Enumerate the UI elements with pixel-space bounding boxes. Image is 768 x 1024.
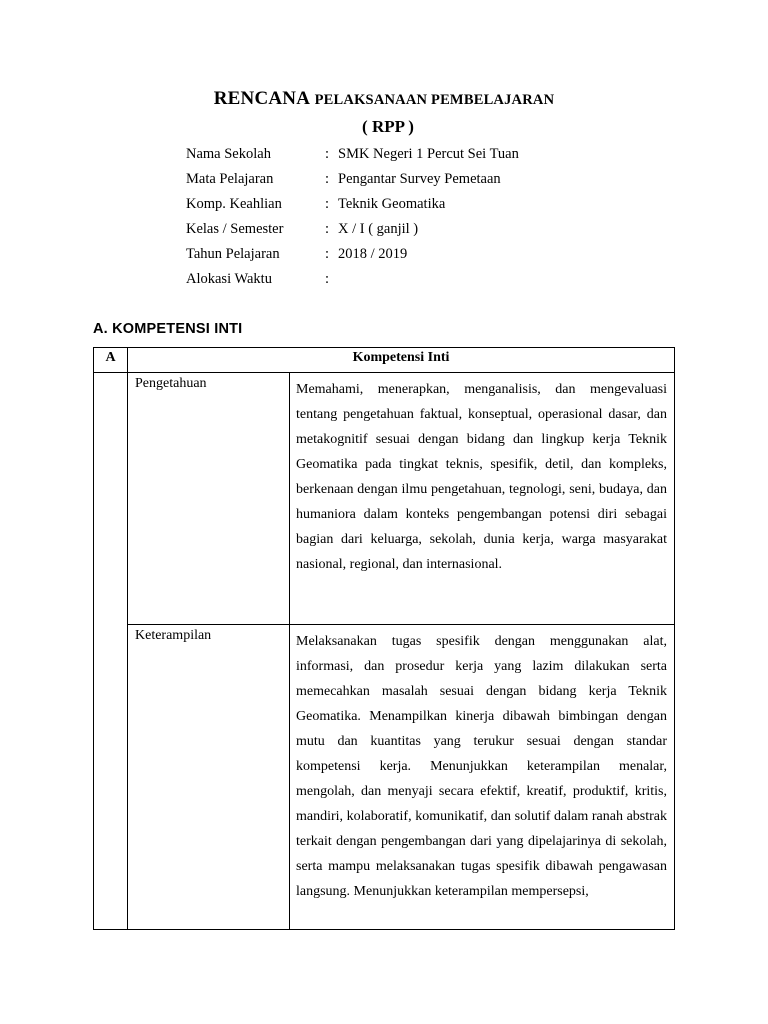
- document-title: [0, 88, 768, 110]
- info-value: SMK Negeri 1 Percut Sei Tuan: [338, 146, 519, 162]
- info-row-academic-year: [186, 246, 666, 271]
- section-heading-core-competence: A. KOMPETENSI INTI: [93, 321, 243, 337]
- info-label: Nama Sekolah: [186, 146, 271, 162]
- title-first-word: RENCANA: [213, 88, 311, 109]
- table-description-cell: [290, 373, 675, 625]
- table-row: [94, 625, 675, 930]
- info-row-class-semester: [186, 221, 666, 246]
- info-colon: :: [325, 196, 330, 212]
- info-colon: :: [325, 146, 330, 162]
- table-category-cell: Pengetahuan: [128, 373, 290, 625]
- core-competence-table: [93, 347, 675, 930]
- info-value: X / I ( ganjil ): [338, 221, 419, 237]
- info-row-subject: [186, 171, 666, 196]
- title-rest: PELAKSANAAN PEMBELAJARAN: [314, 92, 555, 108]
- info-label: Mata Pelajaran: [186, 171, 274, 187]
- description-text: Memahami, menerapkan, menganalisis, dan mengevaluasi tentang pengetahuan faktual, konseptual, operasional dasar, dan metakognitif sesuai dengan bidang dan lingkup kerja Teknik Geomatika pada tingkat teknis, spesifik, detil, dan kompleks, berkenaan dengan ilmu pengetahuan, tegnologi, seni, budaya, dan humaniora dalam konteks pengembangan potensi diri sebagai bagian dari keluarga, sekolah, dunia kerja, warga masyarakat nasional, regional, dan internasional.: [296, 382, 667, 572]
- info-colon: :: [325, 221, 330, 237]
- table-description-cell: [290, 625, 675, 930]
- info-colon: :: [325, 246, 330, 262]
- info-row-school: [186, 146, 666, 171]
- table-header-row: [94, 348, 675, 373]
- info-colon: :: [325, 271, 330, 287]
- table-row: [94, 373, 675, 625]
- table-letter-cell: [94, 373, 128, 930]
- info-value: 2018 / 2019: [338, 246, 408, 262]
- table-category-cell: Keterampilan: [128, 625, 290, 930]
- document-subtitle: ( RPP ): [362, 117, 414, 136]
- table-header-letter: A: [94, 348, 128, 373]
- info-colon: :: [325, 171, 330, 187]
- info-value: Pengantar Survey Pemetaan: [338, 171, 501, 187]
- table-header-title: Kompetensi Inti: [128, 348, 675, 373]
- info-row-expertise: [186, 196, 666, 221]
- info-label: Alokasi Waktu: [186, 271, 272, 287]
- identity-info: [186, 146, 666, 296]
- info-row-time-allocation: [186, 271, 666, 296]
- info-label: Komp. Keahlian: [186, 196, 282, 212]
- info-label: Kelas / Semester: [186, 221, 284, 237]
- description-text: Melaksanakan tugas spesifik dengan menggunakan alat, informasi, dan prosedur kerja yang lazim dilakukan serta memecahkan masalah sesuai dengan bidang kerja Teknik Geomatika. Menampilkan kinerja dibawah bimbingan dengan mutu dan kuantitas yang terukur sesuai dengan standar kompetensi kerja. Menunjukkan keterampilan menalar, mengolah, dan menyaji secara efektif, kreatif, produktif, kritis, mandiri, kolaboratif, komunikatif, dan solutif dalam ranah abstrak terkait dengan pengembangan dari yang dipelajarinya di sekolah, serta mampu melaksanakan tugas spesifik dibawah pengawasan langsung. Menunjukkan keterampilan mempersepsi,: [296, 634, 667, 899]
- info-label: Tahun Pelajaran: [186, 246, 280, 262]
- info-value: Teknik Geomatika: [338, 196, 446, 212]
